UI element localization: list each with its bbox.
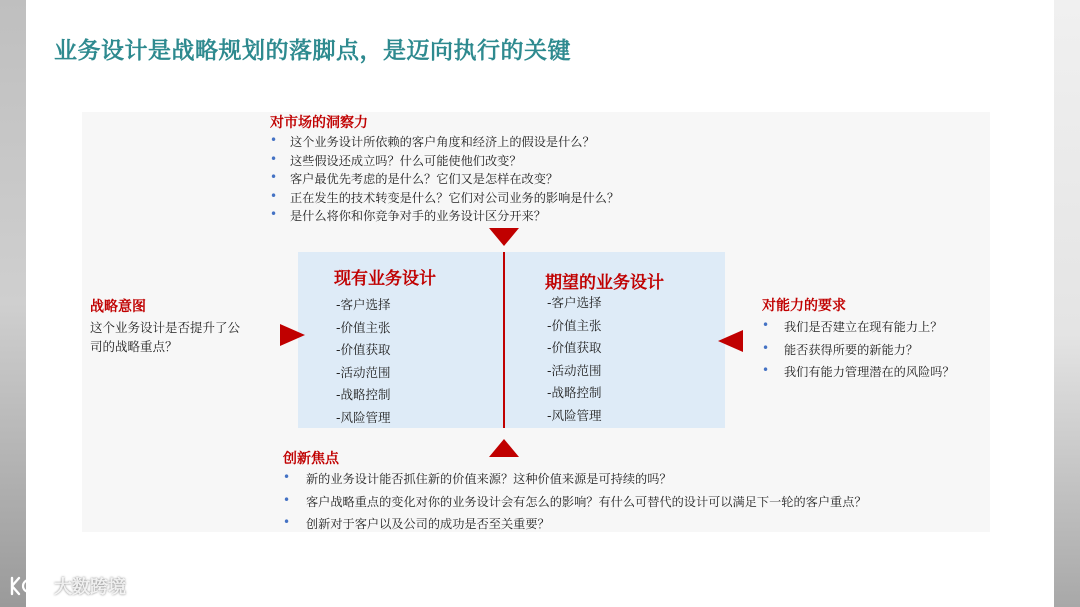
watermark xyxy=(8,572,126,600)
market-insight-heading: 对市场的洞察力 xyxy=(270,115,368,131)
capability-block xyxy=(762,295,955,386)
arrow-right-icon xyxy=(280,324,305,346)
list-item: • 我们是否建立在现有能力上？ xyxy=(762,318,955,341)
list-item: -战略控制 xyxy=(336,387,391,402)
center-divider xyxy=(503,252,505,428)
list-item: -风险管理 xyxy=(547,407,602,423)
list-item: -活动范围 xyxy=(547,362,602,378)
list-item: • 能否获得所要的新能力？ xyxy=(762,341,955,364)
list-item: -价值主张 xyxy=(336,319,391,335)
market-insight-block xyxy=(270,112,619,226)
list-item: • 客户最优先考虑的是什么？它们又是怎样在改变？ xyxy=(270,170,619,189)
list-item: • 这些假设还成立吗？什么可能使他们改变？ xyxy=(270,152,619,171)
list-item: -客户选择 xyxy=(336,297,391,312)
current-design-title: 现有业务设计 xyxy=(334,269,436,289)
list-item: • 我们有能力管理潜在的风险吗？ xyxy=(762,363,955,386)
desired-design-list xyxy=(547,293,602,428)
strategic-intent-block xyxy=(90,296,240,358)
list-item: • 是什么将你和你竞争对手的业务设计区分开来？ xyxy=(270,207,619,226)
strategic-intent-line: 司的战略重点？ xyxy=(90,339,178,354)
arrow-down-icon xyxy=(489,228,519,246)
innovation-focus-list xyxy=(283,470,867,538)
strategic-intent-heading: 战略意图 xyxy=(90,299,146,315)
list-item: -价值主张 xyxy=(547,317,602,333)
list-item: • 这个业务设计所依赖的客户角度和经济上的假设是什么？ xyxy=(270,133,619,152)
watermark-text: 大数跨境 xyxy=(54,577,126,598)
innovation-focus-block xyxy=(283,448,867,538)
capability-heading: 对能力的要求 xyxy=(762,298,846,314)
list-item: • 新的业务设计能否抓住新的价值来源？这种价值来源是可持续的吗？ xyxy=(283,470,867,493)
list-item: • 客户战略重点的变化对你的业务设计会有怎么的影响？有什么可替代的设计可以满足下一轮的客户重点？ xyxy=(283,493,867,516)
list-item: -风险管理 xyxy=(336,409,391,425)
market-insight-list xyxy=(270,133,619,226)
strategic-intent-line: 这个业务设计是否提升了公 xyxy=(90,320,241,335)
list-item: • 创新对于客户以及公司的成功是否至关重要？ xyxy=(283,515,867,538)
arrow-left-icon xyxy=(718,330,743,352)
list-item: -价值获取 xyxy=(547,340,602,355)
slide-title: 业务设计是战略规划的落脚点，是迈向执行的关键 xyxy=(54,38,571,64)
list-item: -价值获取 xyxy=(336,342,391,357)
watermark-logo-icon xyxy=(8,574,50,598)
current-design-list xyxy=(336,295,391,430)
list-item: -客户选择 xyxy=(547,295,602,310)
innovation-focus-heading: 创新焦点 xyxy=(283,451,339,467)
slide xyxy=(26,0,1054,607)
left-border-band xyxy=(0,0,26,607)
list-item: -活动范围 xyxy=(336,364,391,380)
list-item: • 正在发生的技术转变是什么？它们对公司业务的影响是什么？ xyxy=(270,189,619,208)
desired-design-title: 期望的业务设计 xyxy=(545,273,664,293)
list-item: -战略控制 xyxy=(547,385,602,400)
right-border-band xyxy=(1054,0,1080,607)
capability-list xyxy=(762,318,955,386)
